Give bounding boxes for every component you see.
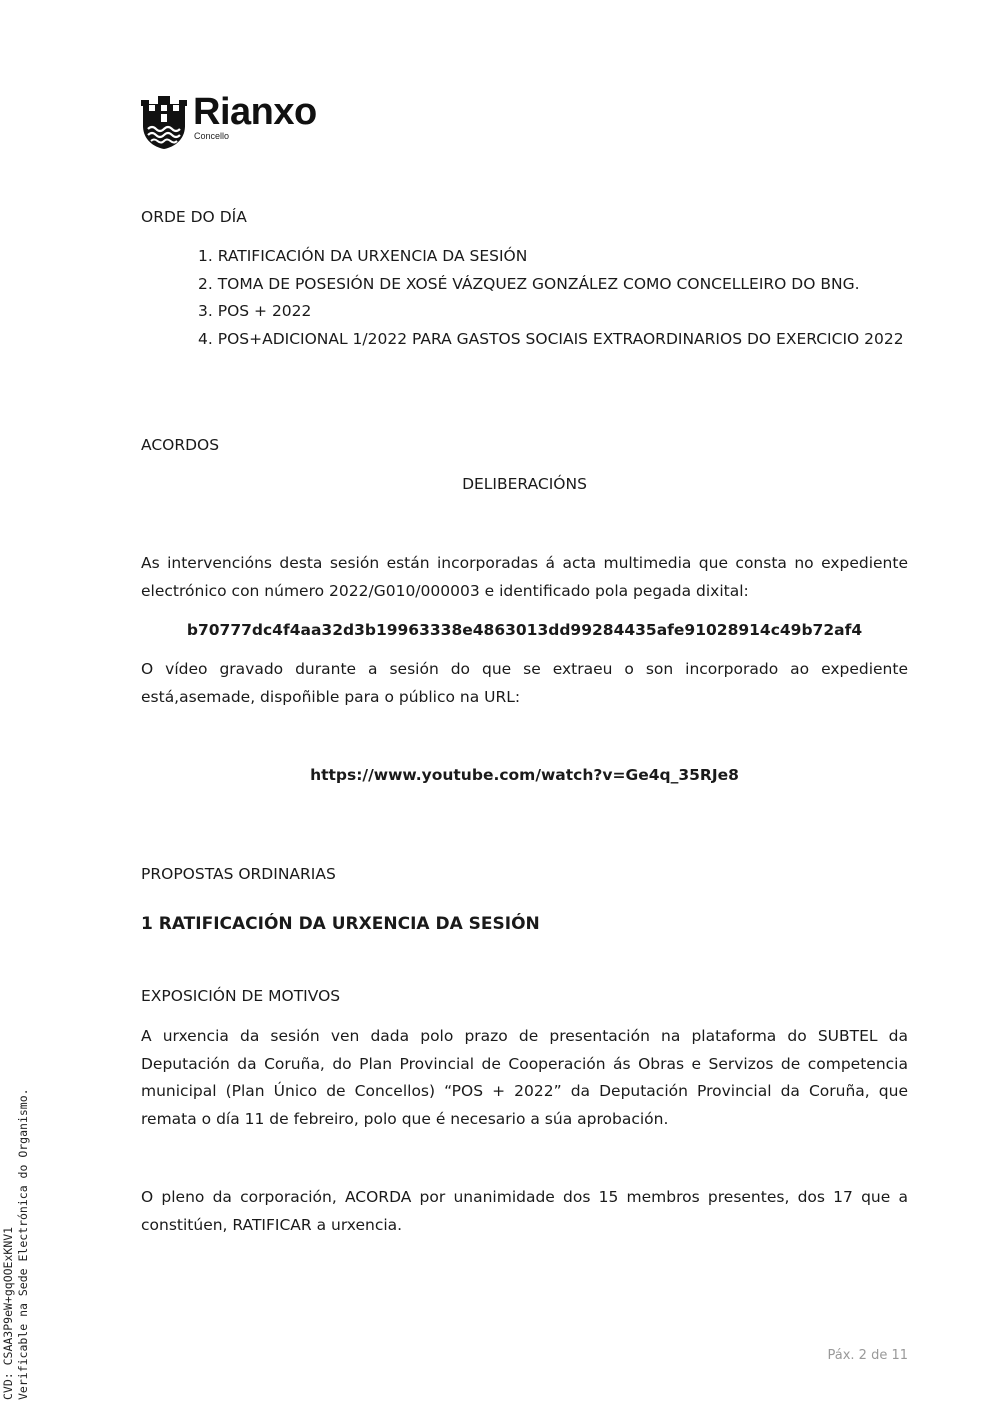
- agenda-item: 1. RATIFICACIÓN DA URXENCIA DA SESIÓN: [198, 247, 528, 265]
- castle-shield-icon: [141, 96, 187, 150]
- verification-sidebar: [1, 1088, 31, 1400]
- verification-note: Verificable na Sede Electrónica do Organismo.: [16, 1088, 30, 1400]
- intervencions-paragraph: As intervencións desta sesión están incorporadas á acta multimedia que consta no expediente electrónico con número 2022/G010/000003 e identificado pola pegada dixital:: [141, 554, 908, 600]
- motivos-paragraph: A urxencia da sesión ven dada polo prazo de presentación na plataforma do SUBTEL da Deputación da Coruña, do Plan Provincial de Cooperación ás Obras e Servizos de competencia municipal (Plan Único de Concellos) “POS + 2022” da Deputación Provincial da Coruña, que remata o día 11 de febreiro, polo que é necesario a súa aprobación.: [141, 1027, 908, 1128]
- agenda-item: 3. POS + 2022: [198, 302, 312, 320]
- agenda-item: 2. TOMA DE POSESIÓN DE XOSÉ VÁZQUEZ GONZÁLEZ COMO CONCELLEIRO DO BNG.: [198, 274, 860, 293]
- acordos-title: ACORDOS: [141, 436, 220, 454]
- motivos-title: EXPOSICIÓN DE MOTIVOS: [141, 987, 341, 1005]
- acordo-paragraph: O pleno da corporación, ACORDA por unanimidade dos 15 membros presentes, dos 17 que a constitúen, RATIFICAR a urxencia.: [141, 1188, 908, 1234]
- page-number: Páx. 2 de 11: [827, 1348, 908, 1363]
- digital-fingerprint: b70777dc4f4aa32d3b19963338e4863013dd99284435afe91028914c49b72af4: [186, 621, 863, 639]
- item-heading: 1 RATIFICACIÓN DA URXENCIA DA SESIÓN: [141, 914, 540, 934]
- video-paragraph: O vídeo gravado durante a sesión do que se extraeu o son incorporado ao expediente está,asemade, dispoñible para o público na URL:: [141, 660, 908, 706]
- propostas-title: PROPOSTAS ORDINARIAS: [141, 865, 336, 883]
- agenda-title: ORDE DO DÍA: [141, 208, 247, 226]
- logo-wordmark: Rianxo: [193, 91, 317, 133]
- agenda-list: [198, 246, 904, 356]
- deliberacions-title: DELIBERACIÓNS: [462, 475, 587, 493]
- video-url-link[interactable]: https://www.youtube.com/watch?v=Ge4q_35RJe8: [310, 766, 739, 784]
- rianxo-logo: [141, 91, 351, 152]
- agenda-item: 4. POS+ADICIONAL 1/2022 PARA GASTOS SOCIAIS EXTRAORDINARIOS DO EXERCICIO 2022: [198, 329, 904, 348]
- logo-subtitle: Concello: [194, 131, 230, 141]
- cvd-code: CVD: CSAA3P9eW+gqOOExKNV1: [1, 1226, 15, 1400]
